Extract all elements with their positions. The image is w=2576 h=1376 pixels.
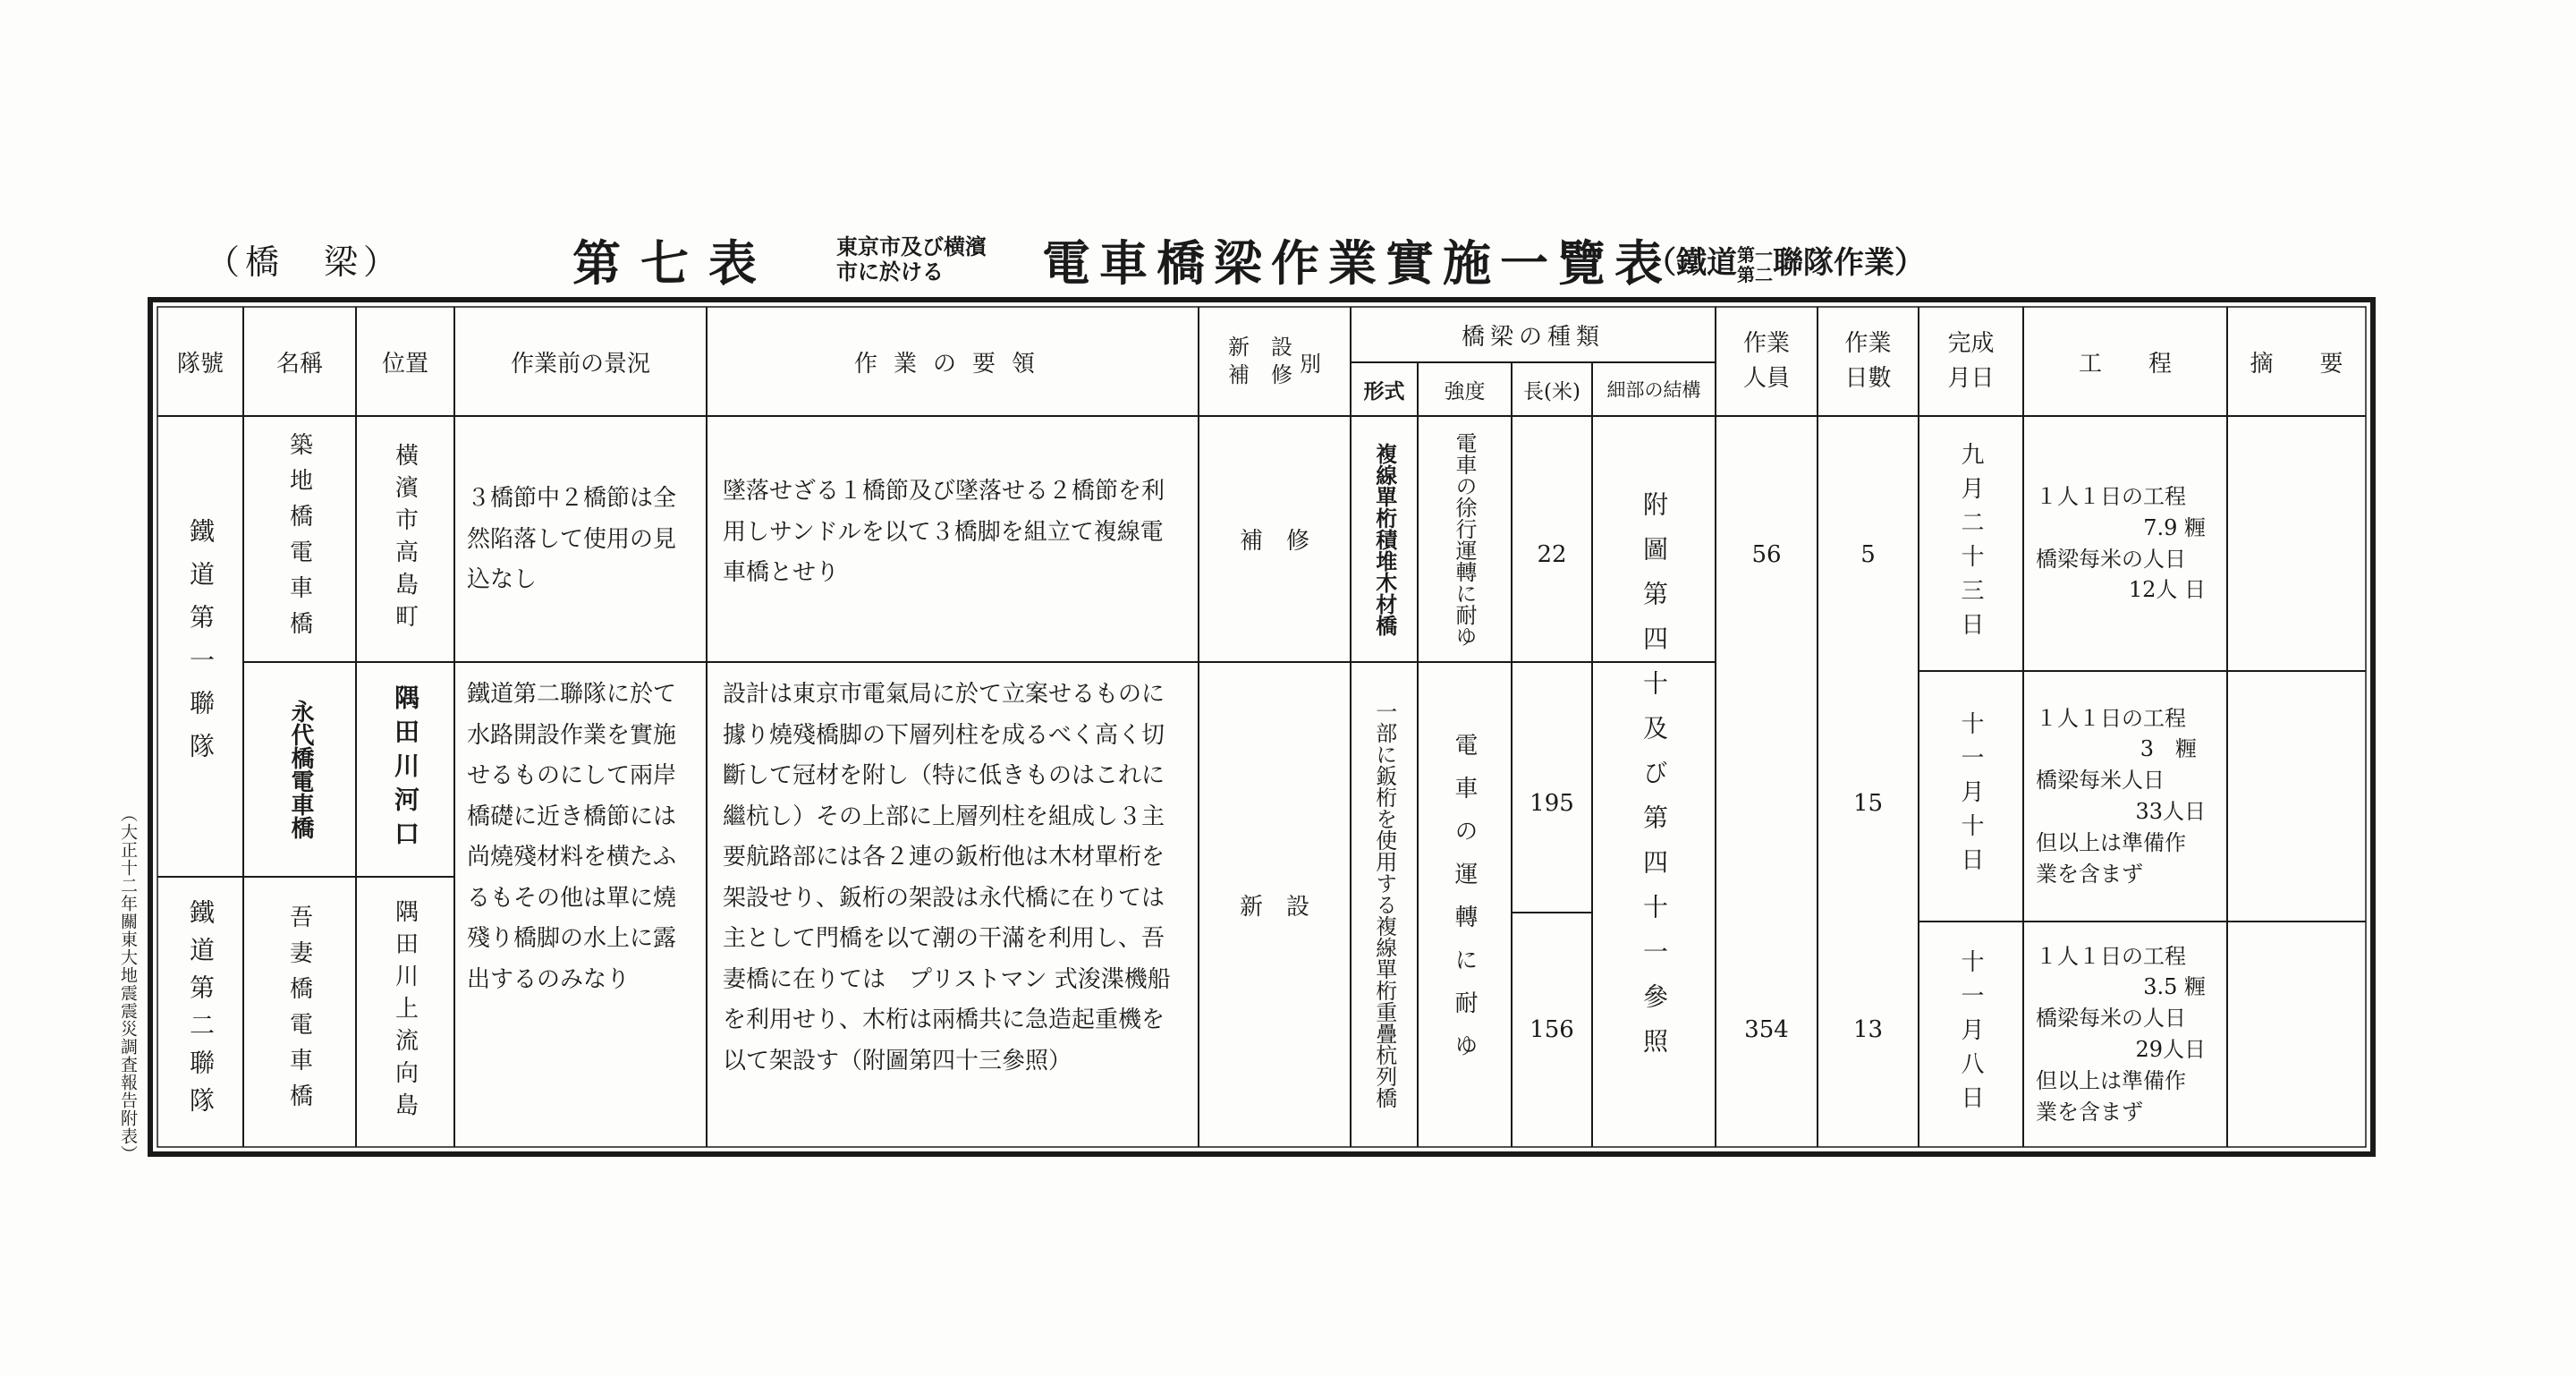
row3-length: 156: [1530, 1016, 1574, 1043]
col-header-type: [1199, 307, 1351, 416]
row2-days: 15: [1852, 789, 1884, 817]
col-header-days: 作業日數: [1844, 330, 1892, 392]
row3-name: 吾妻橋電車橋: [285, 905, 313, 1119]
col-header-process: 工 程: [2078, 350, 2172, 378]
row1-before: ３橋節中２橋節は全然陷落して使用の見込なし: [467, 485, 677, 593]
row1-name: 築地橋電車橋: [285, 431, 313, 647]
page-title: 電車橋梁作業實施一覽表: [1042, 234, 1672, 292]
row1-process-1: １人１日の工程: [2036, 483, 2186, 509]
rows23-summary: 設計は東京市電氣局に於て立案せるものに據り燒殘橋脚の下層列柱を成るべく高く切斷して冠材を附し（特に低きものはこれに繼杭し）その上部に上層列柱を組成し３主要航路部には各２連の鈑桁他は木材單桁を架設せり、鈑桁の架設は永代橋に在りては主として門橋を以て潮の干滿を利用し、吾妻橋に在りては プリストマン 式浚渫機船を利用せり、木桁は兩橋共に急造起重機を以て架設す（附圖第四十三參照）: [723, 681, 1171, 1074]
rows23-type: 新 設: [1239, 893, 1309, 921]
col-header-summary: 作業の要領: [853, 350, 1051, 378]
row2-process-6: 業を含まず: [2036, 861, 2143, 887]
row2-process-2: 3 糎: [2140, 736, 2197, 762]
col-header-type-new: 新 設: [1228, 334, 1292, 360]
row1-length: 22: [1537, 541, 1567, 568]
col-header-type-suffix: 別: [1300, 351, 1321, 377]
subtitle-line1: 東京市及び横濱: [836, 234, 987, 259]
subtitle-line2: 市に於ける: [836, 259, 944, 285]
unit-1: 鐵道第一聯隊: [186, 517, 216, 776]
col-header-detail: 細部の結構: [1606, 379, 1701, 401]
row2-process-5: 但以上は準備作: [2036, 829, 2186, 855]
row3-completed: 十一月八日: [1957, 949, 1984, 1119]
rows23-form: 一部に鈑桁を使用する複線單桁重疊杭列橋: [1371, 701, 1397, 1108]
org-prefix: （鐵道: [1646, 245, 1737, 281]
row3-days: 13: [1852, 1016, 1884, 1043]
row3-process-3: 橋梁每米の人日: [2036, 1006, 2186, 1032]
col-header-type-labels: [1228, 334, 1292, 389]
org-stack-1: 第一: [1737, 244, 1773, 266]
row3-process-1: １人１日の工程: [2036, 943, 2186, 969]
org-suffix: 聯隊作業）: [1773, 245, 1925, 281]
row3-workers: 354: [1744, 1016, 1789, 1043]
org-stack-2: 第二: [1737, 264, 1773, 285]
row2-location: 隅田川河口: [391, 684, 420, 854]
row2-process-1: １人１日の工程: [2036, 705, 2186, 731]
row1-process-3: 橋梁每米の人日: [2036, 546, 2186, 572]
row1-location: 橫濱市高島町: [391, 442, 419, 636]
col-header-form: 形式: [1363, 378, 1405, 403]
row1-process-4: 12人 日: [2128, 577, 2206, 603]
row3-process: [2023, 922, 2227, 1147]
side-note: （大正十二年關東大地震震災調査報告附表）: [118, 805, 138, 1163]
row2-process: [2023, 671, 2227, 922]
col-header-bridge-kind: 橋梁の種類: [1461, 323, 1605, 351]
row1-summary: 墜落せざる１橋節及び墜落せる２橋節を利用しサンドルを以て３橋脚を組立て複線電車橋とせり: [723, 478, 1165, 586]
row3-process-6: 業を含まず: [2036, 1099, 2143, 1125]
unit-2: 鐵道第二聯隊: [186, 899, 216, 1125]
rows23-strength: 電車の運轉に耐ゆ: [1451, 733, 1478, 1076]
col-header-length: 長(米): [1523, 379, 1580, 403]
col-header-before: 作業前の景況: [510, 350, 650, 378]
rows23-before: 鐵道第二聯隊に於て水路開設作業を實施せるものにして兩岸橋礎に近き橋節には尚燒殘材料を横たふるもその他は單に燒殘り橋脚の水上に露出するのみなり: [467, 681, 677, 993]
row3-location: 隅田川上流向島: [391, 899, 419, 1125]
row3-process-2: 3.5 糎: [2143, 974, 2206, 1000]
row2-name: 永代橋電車橋: [286, 700, 314, 839]
row1-strength: 電車の徐行運轉に耐ゆ: [1452, 431, 1477, 647]
col-header-completed: 完成月日: [1947, 330, 1995, 392]
col-header-name: 名稱: [275, 350, 323, 378]
row2-completed: 十一月十日: [1957, 711, 1984, 881]
col-header-strength: 強度: [1444, 379, 1486, 403]
row3-process-4: 29人日: [2135, 1037, 2206, 1062]
col-header-workers: 作業人員: [1742, 330, 1790, 392]
col-header-remarks: 摘 要: [2250, 350, 2343, 378]
row1-form: 複線單桁積堆木材橋: [1371, 442, 1398, 636]
row1-completed: 九月二十三日: [1957, 441, 1984, 646]
section-label: （橋 梁）: [206, 242, 403, 282]
col-header-type-repair: 補 修: [1228, 362, 1292, 387]
row2-process-4: 33人日: [2135, 799, 2206, 824]
row1-process-2: 7.9 糎: [2143, 514, 2206, 540]
row2-process-3: 橋梁每米人日: [2036, 768, 2165, 794]
row3-process-5: 但以上は準備作: [2036, 1067, 2186, 1093]
col-header-location: 位置: [381, 350, 428, 378]
table-number: 第七表: [572, 234, 776, 292]
row1-type: 補 修: [1239, 528, 1309, 555]
col-header-unit: 隊號: [176, 350, 224, 378]
row2-length: 195: [1530, 789, 1574, 817]
row1-workers: 56: [1751, 541, 1782, 568]
row1-days: 5: [1860, 541, 1876, 568]
detail-reference: 附圖第四十及び第四十一參照: [1640, 490, 1669, 1073]
row1-process: [2023, 416, 2227, 671]
